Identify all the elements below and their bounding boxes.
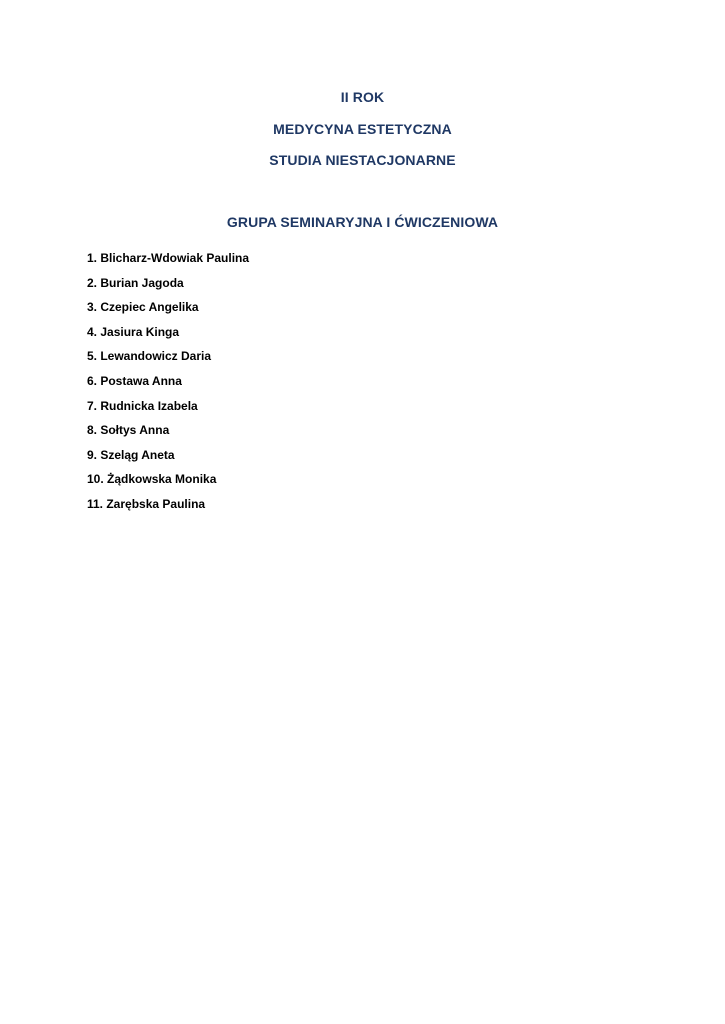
list-item: 3. Czepiec Angelika: [87, 300, 199, 315]
list-item: 11. Zarębska Paulina: [87, 496, 206, 511]
list-item: 9. Szeląg Aneta: [87, 447, 175, 462]
list-item: 8. Sołtys Anna: [87, 423, 170, 438]
year-heading: II ROK: [340, 89, 385, 105]
field-heading: MEDYCYNA ESTETYCZNA: [273, 121, 452, 137]
group-heading: GRUPA SEMINARYJNA I ĆWICZENIOWA: [226, 214, 499, 230]
list-item: 6. Postawa Anna: [87, 373, 182, 388]
study-mode-heading: STUDIA NIESTACJONARNE: [269, 152, 456, 168]
list-item: 5. Lewandowicz Daria: [87, 349, 212, 364]
list-item: 2. Burian Jagoda: [87, 275, 184, 290]
list-item: 1. Blicharz-Wdowiak Paulina: [87, 251, 250, 265]
student-list: [87, 250, 249, 521]
list-item: 4. Jasiura Kinga: [87, 324, 180, 339]
list-item: 7. Rudnicka Izabela: [87, 398, 198, 413]
list-item: 10. Żądkowska Monika: [87, 472, 217, 487]
